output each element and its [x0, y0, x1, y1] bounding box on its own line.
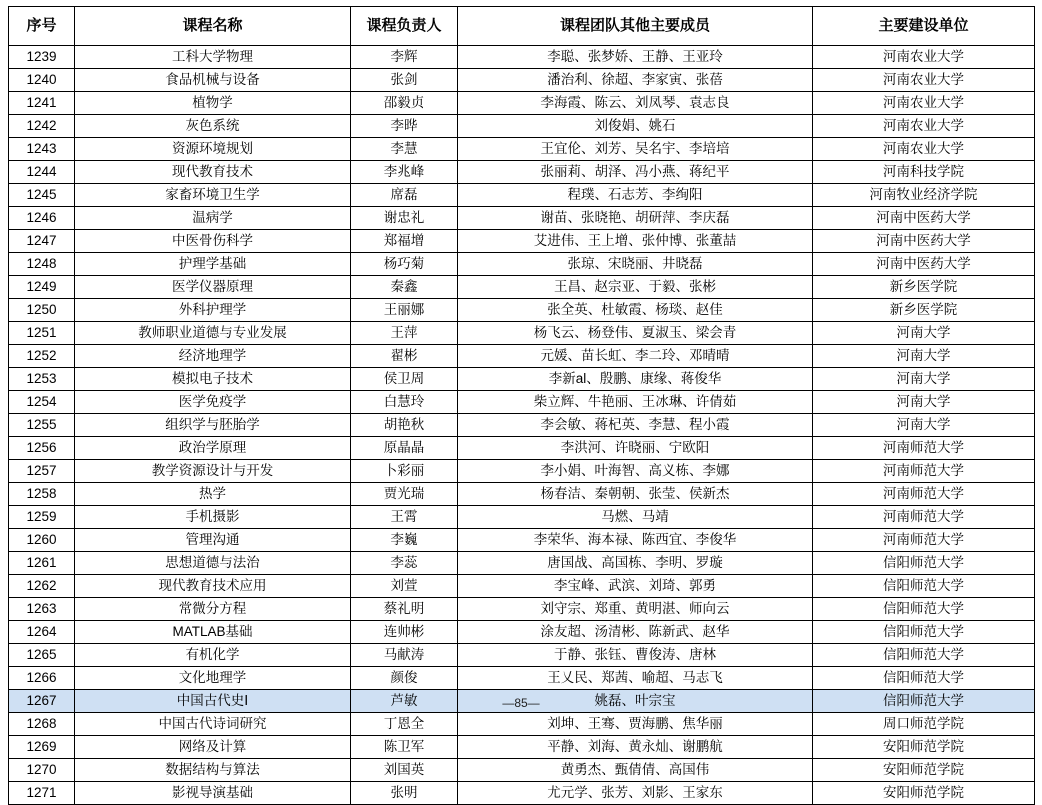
table-row[interactable] — [9, 621, 1035, 644]
cell-course-name: 教师职业道德与专业发展 — [75, 322, 351, 345]
cell-course-name: 外科护理学 — [75, 299, 351, 322]
cell-team-members: 张丽莉、胡泽、冯小燕、蒋纪平 — [458, 161, 813, 184]
cell-course-name: 护理学基础 — [75, 253, 351, 276]
cell-course-name: 管理沟通 — [75, 529, 351, 552]
cell-team-members: 程璞、石志芳、李绚阳 — [458, 184, 813, 207]
cell-index: 1263 — [9, 598, 75, 621]
table-row[interactable] — [9, 345, 1035, 368]
cell-course-name: 政治学原理 — [75, 437, 351, 460]
table-row[interactable] — [9, 759, 1035, 782]
cell-course-name: 现代教育技术 — [75, 161, 351, 184]
table-row[interactable] — [9, 161, 1035, 184]
cell-institution: 河南师范大学 — [813, 506, 1035, 529]
table-row[interactable] — [9, 391, 1035, 414]
cell-index: 1247 — [9, 230, 75, 253]
cell-team-members: 艾进伟、王上增、张仲博、张董喆 — [458, 230, 813, 253]
cell-team-members: 元媛、苗长虹、李二玲、邓晴晴 — [458, 345, 813, 368]
cell-team-members: 李会敏、蒋杞英、李慧、程小霞 — [458, 414, 813, 437]
table-row[interactable] — [9, 276, 1035, 299]
cell-team-members: 李荣华、海本禄、陈西宜、李俊华 — [458, 529, 813, 552]
cell-course-name: 现代教育技术应用 — [75, 575, 351, 598]
cell-institution: 信阳师范大学 — [813, 621, 1035, 644]
cell-index: 1246 — [9, 207, 75, 230]
cell-leader: 郑福增 — [351, 230, 458, 253]
cell-index: 1240 — [9, 69, 75, 92]
cell-index: 1250 — [9, 299, 75, 322]
cell-institution: 河南师范大学 — [813, 460, 1035, 483]
cell-leader: 芦敏 — [351, 690, 458, 713]
cell-team-members: 杨春洁、秦朝朝、张莹、侯新杰 — [458, 483, 813, 506]
column-header-team-members: 课程团队其他主要成员 — [458, 7, 813, 46]
cell-course-name: 中国古代诗词研究 — [75, 713, 351, 736]
cell-index: 1242 — [9, 115, 75, 138]
cell-institution: 河南农业大学 — [813, 138, 1035, 161]
cell-institution: 河南农业大学 — [813, 92, 1035, 115]
cell-team-members: 刘俊娟、姚石 — [458, 115, 813, 138]
cell-leader: 白慧玲 — [351, 391, 458, 414]
cell-team-members: 唐国战、高国栋、李明、罗璇 — [458, 552, 813, 575]
table-row[interactable] — [9, 644, 1035, 667]
cell-institution: 信阳师范大学 — [813, 575, 1035, 598]
cell-leader: 颜俊 — [351, 667, 458, 690]
table-row[interactable] — [9, 506, 1035, 529]
cell-index: 1269 — [9, 736, 75, 759]
table-body — [9, 46, 1035, 805]
cell-institution: 新乡医学院 — [813, 276, 1035, 299]
cell-team-members: 谢苗、张晓艳、胡研萍、李庆磊 — [458, 207, 813, 230]
table-row[interactable] — [9, 184, 1035, 207]
cell-course-name: 植物学 — [75, 92, 351, 115]
cell-leader: 杨巧菊 — [351, 253, 458, 276]
table-row[interactable] — [9, 299, 1035, 322]
cell-course-name: 文化地理学 — [75, 667, 351, 690]
cell-index: 1265 — [9, 644, 75, 667]
cell-institution: 河南农业大学 — [813, 46, 1035, 69]
cell-leader: 李慧 — [351, 138, 458, 161]
table-row[interactable] — [9, 207, 1035, 230]
cell-course-name: 医学仪器原理 — [75, 276, 351, 299]
cell-institution: 周口师范学院 — [813, 713, 1035, 736]
cell-team-members: 王乂民、郑茜、喻超、马志飞 — [458, 667, 813, 690]
cell-leader: 连帅彬 — [351, 621, 458, 644]
cell-index: 1259 — [9, 506, 75, 529]
cell-institution: 安阳师范学院 — [813, 736, 1035, 759]
cell-index: 1252 — [9, 345, 75, 368]
cell-team-members: 王宜伦、刘芳、吴名宇、李培培 — [458, 138, 813, 161]
cell-leader: 秦鑫 — [351, 276, 458, 299]
cell-course-name: 中医骨伤科学 — [75, 230, 351, 253]
cell-institution: 信阳师范大学 — [813, 598, 1035, 621]
cell-index: 1267 — [9, 690, 75, 713]
cell-institution: 河南科技学院 — [813, 161, 1035, 184]
cell-index: 1257 — [9, 460, 75, 483]
table-row[interactable] — [9, 46, 1035, 69]
column-header-index: 序号 — [9, 7, 75, 46]
cell-index: 1268 — [9, 713, 75, 736]
cell-course-name: 资源环境规划 — [75, 138, 351, 161]
cell-index: 1243 — [9, 138, 75, 161]
cell-team-members: 黄勇杰、甄倩倩、高国伟 — [458, 759, 813, 782]
cell-team-members: 李新al、殷鹏、康缘、蒋俊华 — [458, 368, 813, 391]
cell-course-name: 模拟电子技术 — [75, 368, 351, 391]
cell-institution: 河南大学 — [813, 368, 1035, 391]
cell-institution: 新乡医学院 — [813, 299, 1035, 322]
cell-institution: 安阳师范学院 — [813, 782, 1035, 805]
cell-leader: 张明 — [351, 782, 458, 805]
cell-team-members: 张全英、杜敏霞、杨琰、赵佳 — [458, 299, 813, 322]
cell-course-name: 温病学 — [75, 207, 351, 230]
cell-course-name: 家畜环境卫生学 — [75, 184, 351, 207]
cell-institution: 河南师范大学 — [813, 529, 1035, 552]
table-row[interactable] — [9, 115, 1035, 138]
cell-institution: 河南师范大学 — [813, 483, 1035, 506]
cell-leader: 翟彬 — [351, 345, 458, 368]
table-row[interactable] — [9, 782, 1035, 805]
cell-team-members: 马燃、马靖 — [458, 506, 813, 529]
table-header — [9, 7, 1035, 46]
cell-course-name: 经济地理学 — [75, 345, 351, 368]
cell-index: 1255 — [9, 414, 75, 437]
column-header-leader: 课程负责人 — [351, 7, 458, 46]
cell-course-name: 有机化学 — [75, 644, 351, 667]
cell-leader: 侯卫周 — [351, 368, 458, 391]
cell-team-members: 刘守宗、郑重、黄明湛、师向云 — [458, 598, 813, 621]
table-row[interactable] — [9, 138, 1035, 161]
cell-team-members: 李海霞、陈云、刘凤琴、袁志良 — [458, 92, 813, 115]
cell-institution: 河南大学 — [813, 322, 1035, 345]
cell-index: 1253 — [9, 368, 75, 391]
cell-leader: 李巍 — [351, 529, 458, 552]
cell-course-name: 组织学与胚胎学 — [75, 414, 351, 437]
cell-institution: 河南农业大学 — [813, 115, 1035, 138]
cell-leader: 李蕊 — [351, 552, 458, 575]
table-row[interactable] — [9, 368, 1035, 391]
cell-institution: 河南农业大学 — [813, 69, 1035, 92]
column-header-institution: 主要建设单位 — [813, 7, 1035, 46]
cell-team-members: 张琼、宋晓丽、井晓磊 — [458, 253, 813, 276]
cell-course-name: 网络及计算 — [75, 736, 351, 759]
cell-index: 1249 — [9, 276, 75, 299]
cell-team-members: 柴立辉、牛艳丽、王冰琳、许倩茹 — [458, 391, 813, 414]
cell-index: 1256 — [9, 437, 75, 460]
cell-institution: 安阳师范学院 — [813, 759, 1035, 782]
cell-course-name: 热学 — [75, 483, 351, 506]
cell-leader: 贾光瑞 — [351, 483, 458, 506]
cell-course-name: 工科大学物理 — [75, 46, 351, 69]
cell-team-members: 涂友超、汤清彬、陈新武、赵华 — [458, 621, 813, 644]
table-row[interactable] — [9, 437, 1035, 460]
table-row[interactable] — [9, 598, 1035, 621]
table-row[interactable] — [9, 529, 1035, 552]
cell-index: 1271 — [9, 782, 75, 805]
cell-leader: 丁恩全 — [351, 713, 458, 736]
table-row[interactable] — [9, 483, 1035, 506]
cell-index: 1251 — [9, 322, 75, 345]
cell-course-name: 影视导演基础 — [75, 782, 351, 805]
cell-team-members: 王昌、赵宗亚、于毅、张彬 — [458, 276, 813, 299]
cell-leader: 王霄 — [351, 506, 458, 529]
cell-leader: 马献涛 — [351, 644, 458, 667]
cell-institution: 信阳师范大学 — [813, 552, 1035, 575]
cell-institution: 信阳师范大学 — [813, 644, 1035, 667]
cell-team-members: 杨飞云、杨登伟、夏淑玉、梁会青 — [458, 322, 813, 345]
table-row[interactable] — [9, 92, 1035, 115]
cell-index: 1248 — [9, 253, 75, 276]
cell-leader: 刘国英 — [351, 759, 458, 782]
cell-leader: 刘萱 — [351, 575, 458, 598]
cell-index: 1262 — [9, 575, 75, 598]
cell-course-name: MATLAB基础 — [75, 621, 351, 644]
cell-team-members: 于静、张钰、曹俊涛、唐林 — [458, 644, 813, 667]
cell-leader: 蔡礼明 — [351, 598, 458, 621]
table-row[interactable] — [9, 69, 1035, 92]
cell-team-members: 潘治利、徐超、李家寅、张蓓 — [458, 69, 813, 92]
table-row[interactable] — [9, 575, 1035, 598]
cell-leader: 卜彩丽 — [351, 460, 458, 483]
cell-leader: 李辉 — [351, 46, 458, 69]
cell-institution: 河南大学 — [813, 345, 1035, 368]
cell-leader: 陈卫军 — [351, 736, 458, 759]
cell-team-members: 刘坤、王骞、贾海鹏、焦华丽 — [458, 713, 813, 736]
cell-course-name: 食品机械与设备 — [75, 69, 351, 92]
cell-leader: 张剑 — [351, 69, 458, 92]
cell-course-name: 灰色系统 — [75, 115, 351, 138]
cell-course-name: 常微分方程 — [75, 598, 351, 621]
page-number: —85— — [502, 696, 540, 710]
cell-course-name: 教学资源设计与开发 — [75, 460, 351, 483]
table-row[interactable] — [9, 253, 1035, 276]
table-row[interactable] — [9, 322, 1035, 345]
column-header-course-name: 课程名称 — [75, 7, 351, 46]
table-row[interactable] — [9, 552, 1035, 575]
cell-team-members: 李小娟、叶海智、高义栋、李娜 — [458, 460, 813, 483]
cell-institution: 信阳师范大学 — [813, 690, 1035, 713]
cell-team-members: 李洪河、许晓丽、宁欧阳 — [458, 437, 813, 460]
cell-leader: 王丽娜 — [351, 299, 458, 322]
cell-team-members: 平静、刘海、黄永灿、谢鹏航 — [458, 736, 813, 759]
cell-institution: 河南大学 — [813, 414, 1035, 437]
cell-institution: 信阳师范大学 — [813, 667, 1035, 690]
cell-leader: 李兆峰 — [351, 161, 458, 184]
cell-institution: 河南中医药大学 — [813, 207, 1035, 230]
cell-team-members: 尤元学、张芳、刘影、王家东 — [458, 782, 813, 805]
cell-course-name: 中国古代史Ⅰ — [75, 690, 351, 713]
cell-index: 1241 — [9, 92, 75, 115]
cell-index: 1270 — [9, 759, 75, 782]
cell-leader: 原晶晶 — [351, 437, 458, 460]
cell-index: 1254 — [9, 391, 75, 414]
cell-leader: 胡艳秋 — [351, 414, 458, 437]
table-row[interactable] — [9, 460, 1035, 483]
cell-leader: 李晔 — [351, 115, 458, 138]
cell-leader: 王萍 — [351, 322, 458, 345]
cell-institution: 河南师范大学 — [813, 437, 1035, 460]
cell-index: 1264 — [9, 621, 75, 644]
cell-index: 1266 — [9, 667, 75, 690]
cell-leader: 谢忠礼 — [351, 207, 458, 230]
cell-course-name: 思想道德与法治 — [75, 552, 351, 575]
table-row[interactable] — [9, 414, 1035, 437]
cell-course-name: 数据结构与算法 — [75, 759, 351, 782]
cell-institution: 河南大学 — [813, 391, 1035, 414]
cell-institution: 河南牧业经济学院 — [813, 184, 1035, 207]
cell-index: 1261 — [9, 552, 75, 575]
cell-leader: 席磊 — [351, 184, 458, 207]
cell-index: 1244 — [9, 161, 75, 184]
cell-course-name: 手机摄影 — [75, 506, 351, 529]
cell-team-members: 李聪、张梦娇、王静、王亚玲 — [458, 46, 813, 69]
cell-institution: 河南中医药大学 — [813, 230, 1035, 253]
cell-index: 1260 — [9, 529, 75, 552]
cell-team-members: 姚磊、叶宗宝 — [458, 690, 813, 713]
table-row[interactable] — [9, 667, 1035, 690]
cell-course-name: 医学免疫学 — [75, 391, 351, 414]
table-row[interactable] — [9, 713, 1035, 736]
table-row[interactable] — [9, 230, 1035, 253]
cell-index: 1258 — [9, 483, 75, 506]
course-list-table — [8, 6, 1035, 805]
table-header-row — [9, 7, 1035, 46]
table-row[interactable] — [9, 736, 1035, 759]
cell-institution: 河南中医药大学 — [813, 253, 1035, 276]
cell-index: 1245 — [9, 184, 75, 207]
cell-team-members: 李宝峰、武滨、刘琦、郭勇 — [458, 575, 813, 598]
cell-leader: 邵毅贞 — [351, 92, 458, 115]
cell-index: 1239 — [9, 46, 75, 69]
